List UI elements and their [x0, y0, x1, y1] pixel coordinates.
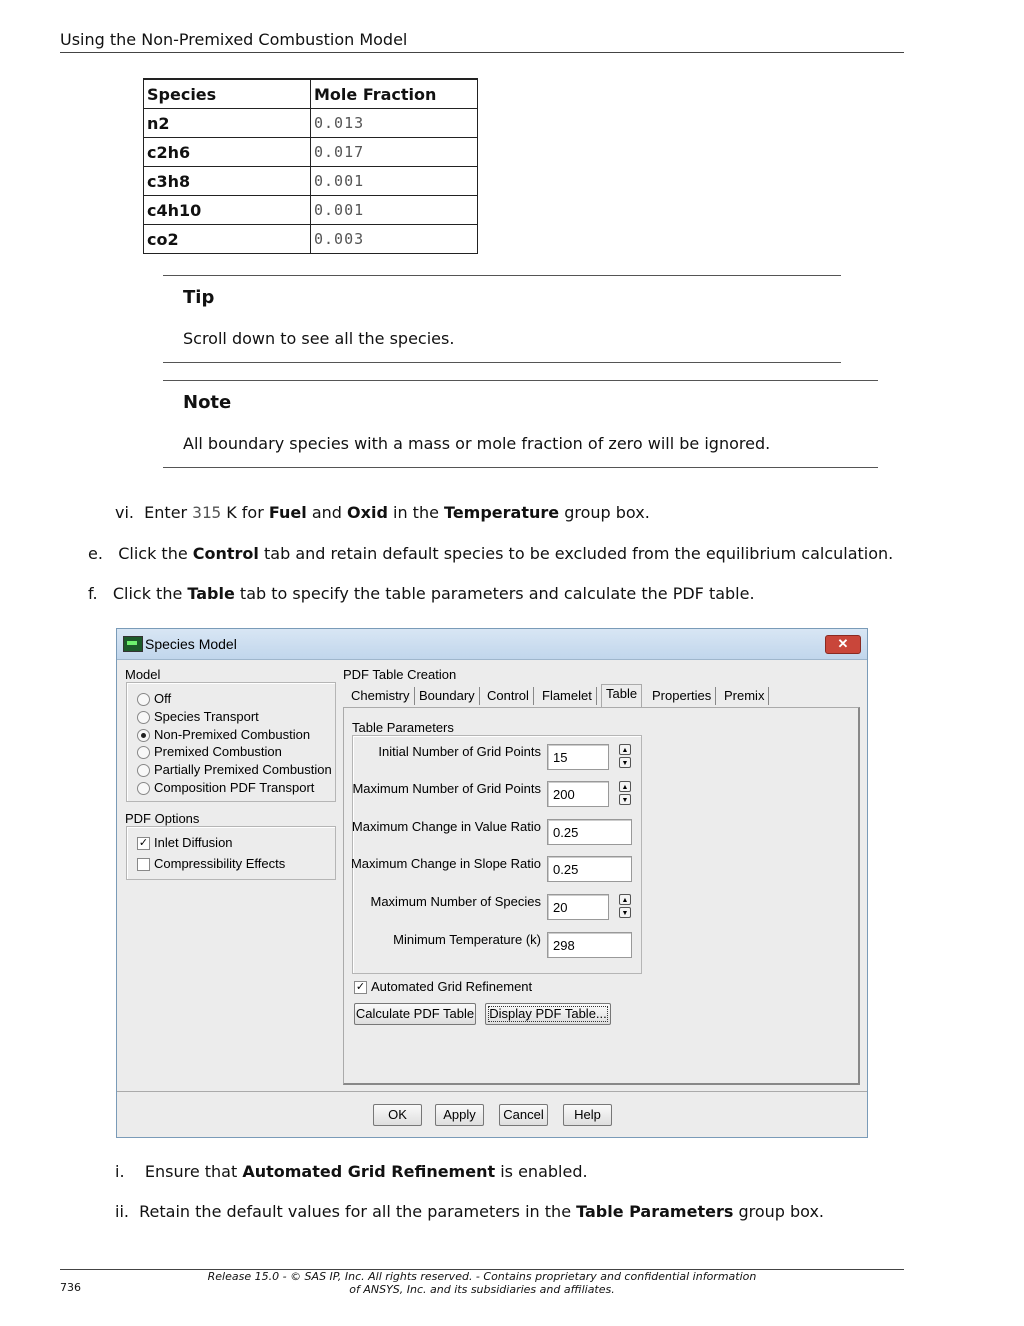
spin-down-icon[interactable]: ▼	[619, 907, 631, 918]
min-temperature-input[interactable]: 298	[547, 932, 632, 958]
fraction-cell: 0.001	[311, 196, 478, 225]
note-body: All boundary species with a mass or mole fraction of zero will be ignored.	[183, 434, 771, 453]
tip-title: Tip	[183, 287, 215, 308]
step-bold: Automated Grid Refinement	[242, 1162, 496, 1181]
param-label: Maximum Number of Species	[370, 894, 541, 909]
step-num: ii.	[115, 1202, 129, 1221]
footer-line-2: of ANSYS, Inc. and its subsidiaries and affiliates.	[349, 1283, 615, 1296]
dialog-titlebar	[117, 629, 867, 660]
app-icon	[123, 636, 143, 652]
step-ii	[115, 1202, 824, 1221]
step-f	[88, 584, 755, 603]
note-box	[163, 380, 878, 468]
step-num: vi.	[115, 503, 134, 522]
param-label: Maximum Number of Grid Points	[352, 781, 541, 796]
step-text: Enter	[144, 503, 188, 522]
table-row	[144, 225, 478, 254]
step-text: Click the	[112, 584, 183, 603]
tab-premix[interactable]: Premix	[720, 687, 769, 705]
radio-label: Composition PDF Transport	[154, 780, 315, 795]
step-text: Retain the default values for all the parameters in the	[139, 1202, 572, 1221]
model-group	[126, 682, 336, 802]
step-num: i.	[115, 1162, 125, 1181]
tab-table[interactable]: Table	[601, 684, 642, 707]
step-bold: Table Parameters	[576, 1202, 734, 1221]
step-text: Ensure that	[144, 1162, 238, 1181]
checkbox-label: Automated Grid Refinement	[371, 979, 533, 994]
step-vi	[115, 503, 650, 522]
spinner[interactable]	[619, 744, 631, 770]
step-text: and	[311, 503, 342, 522]
param-label: Maximum Change in Slope Ratio	[350, 856, 541, 871]
table-row	[144, 167, 478, 196]
step-i	[115, 1162, 588, 1181]
radio-label: Partially Premixed Combustion	[154, 762, 332, 777]
page-header	[60, 30, 904, 53]
dialog-title: Species Model	[145, 636, 237, 652]
species-cell: n2	[144, 109, 311, 138]
step-bold: Control	[192, 544, 259, 563]
step-num: e.	[88, 544, 103, 563]
pdf-options-label: PDF Options	[125, 811, 200, 826]
species-cell: c3h8	[144, 167, 311, 196]
tab-control[interactable]: Control	[483, 687, 534, 705]
initial-grid-points-input[interactable]: 15	[547, 744, 609, 770]
header-title: Using the Non-Premixed Combustion Model	[60, 30, 408, 49]
step-bold: Temperature	[444, 503, 560, 522]
spin-up-icon[interactable]: ▲	[619, 781, 631, 792]
header-species: Species	[144, 79, 311, 109]
tab-properties[interactable]: Properties	[648, 687, 716, 705]
max-species-input[interactable]: 20	[547, 894, 609, 920]
step-text: in the	[393, 503, 439, 522]
dialog-divider	[117, 1091, 867, 1092]
step-text: tab to specify the table parameters and calculate the PDF table.	[239, 584, 755, 603]
radio-label: Non-Premixed Combustion	[154, 727, 311, 742]
radio-premixed[interactable]	[137, 746, 150, 759]
close-button[interactable]: ✕	[825, 635, 861, 654]
auto-refine-checkbox[interactable]: ✓	[355, 981, 366, 993]
table-row	[144, 138, 478, 167]
tip-body: Scroll down to see all the species.	[183, 329, 455, 348]
spin-up-icon[interactable]: ▲	[619, 894, 631, 905]
spinner[interactable]	[619, 894, 631, 920]
species-cell: c4h10	[144, 196, 311, 225]
species-cell: c2h6	[144, 138, 311, 167]
table-row	[144, 109, 478, 138]
spin-down-icon[interactable]: ▼	[619, 757, 631, 768]
note-title: Note	[183, 392, 232, 413]
compressibility-checkbox[interactable]	[137, 858, 150, 871]
inlet-diffusion-checkbox[interactable]: ✓	[138, 837, 149, 849]
spinner[interactable]	[619, 781, 631, 807]
step-code: 315	[192, 503, 222, 522]
calculate-pdf-table-button[interactable]: Calculate PDF Table	[354, 1003, 476, 1025]
step-text: is enabled.	[500, 1162, 588, 1181]
max-grid-points-input[interactable]: 200	[547, 781, 609, 807]
radio-composition-pdf[interactable]	[137, 782, 150, 795]
radio-off[interactable]	[137, 693, 150, 706]
fraction-cell: 0.003	[311, 225, 478, 254]
step-bold: Fuel	[268, 503, 307, 522]
tip-box	[163, 275, 841, 363]
radio-non-premixed[interactable]	[137, 729, 150, 742]
checkbox-label: Compressibility Effects	[154, 856, 286, 871]
step-text: group box.	[564, 503, 650, 522]
step-bold: Table	[187, 584, 235, 603]
pdf-table-label: PDF Table Creation	[343, 667, 457, 682]
step-text: group box.	[738, 1202, 825, 1221]
step-text: Click the	[118, 544, 188, 563]
page-number: 736	[60, 1281, 81, 1294]
table-header-row	[144, 79, 478, 109]
footer-line-1: Release 15.0 - © SAS IP, Inc. All rights reserved. - Contains proprietary and confidential information	[207, 1270, 757, 1283]
param-label: Maximum Change in Value Ratio	[351, 819, 541, 834]
step-e	[88, 544, 893, 563]
fraction-cell: 0.013	[311, 109, 478, 138]
tab-flamelet[interactable]: Flamelet	[538, 687, 597, 705]
table-params-label: Table Parameters	[352, 720, 454, 735]
ok-button[interactable]: OK	[373, 1104, 422, 1126]
radio-species-transport[interactable]	[137, 711, 150, 724]
table-row	[144, 196, 478, 225]
cancel-button[interactable]: Cancel	[499, 1104, 548, 1126]
fraction-cell: 0.001	[311, 167, 478, 196]
model-label: Model	[125, 667, 161, 682]
value-ratio-input[interactable]: 0.25	[547, 819, 632, 845]
release-notice	[60, 1270, 904, 1296]
help-button[interactable]: Help	[563, 1104, 612, 1126]
radio-partially-premixed[interactable]	[137, 764, 150, 777]
radio-label: Premixed Combustion	[154, 744, 282, 759]
radio-label: Off	[154, 691, 172, 706]
tab-boundary[interactable]: Boundary	[415, 687, 480, 705]
display-pdf-table-button[interactable]: Display PDF Table...	[485, 1003, 611, 1025]
param-label: Initial Number of Grid Points	[378, 744, 541, 759]
step-text: tab and retain default species to be excluded from the equilibrium calculation.	[264, 544, 894, 563]
step-num: f.	[88, 584, 98, 603]
species-cell: co2	[144, 225, 311, 254]
step-text: K for	[226, 503, 264, 522]
radio-label: Species Transport	[154, 709, 259, 724]
species-model-dialog	[116, 628, 868, 1138]
step-bold: Oxid	[347, 503, 388, 522]
spin-up-icon[interactable]: ▲	[619, 744, 631, 755]
fraction-cell: 0.017	[311, 138, 478, 167]
species-table	[143, 78, 478, 254]
header-fraction: Mole Fraction	[311, 79, 478, 109]
checkbox-label: Inlet Diffusion	[154, 835, 233, 850]
page-footer	[60, 1269, 904, 1296]
spin-down-icon[interactable]: ▼	[619, 794, 631, 805]
tab-chemistry[interactable]: Chemistry	[347, 687, 415, 705]
table-params-group	[352, 735, 642, 974]
pdf-options-group	[126, 826, 336, 880]
slope-ratio-input[interactable]: 0.25	[547, 856, 632, 882]
table-tab-panel	[343, 707, 860, 1085]
param-label: Minimum Temperature (k)	[393, 932, 541, 947]
apply-button[interactable]: Apply	[435, 1104, 484, 1126]
